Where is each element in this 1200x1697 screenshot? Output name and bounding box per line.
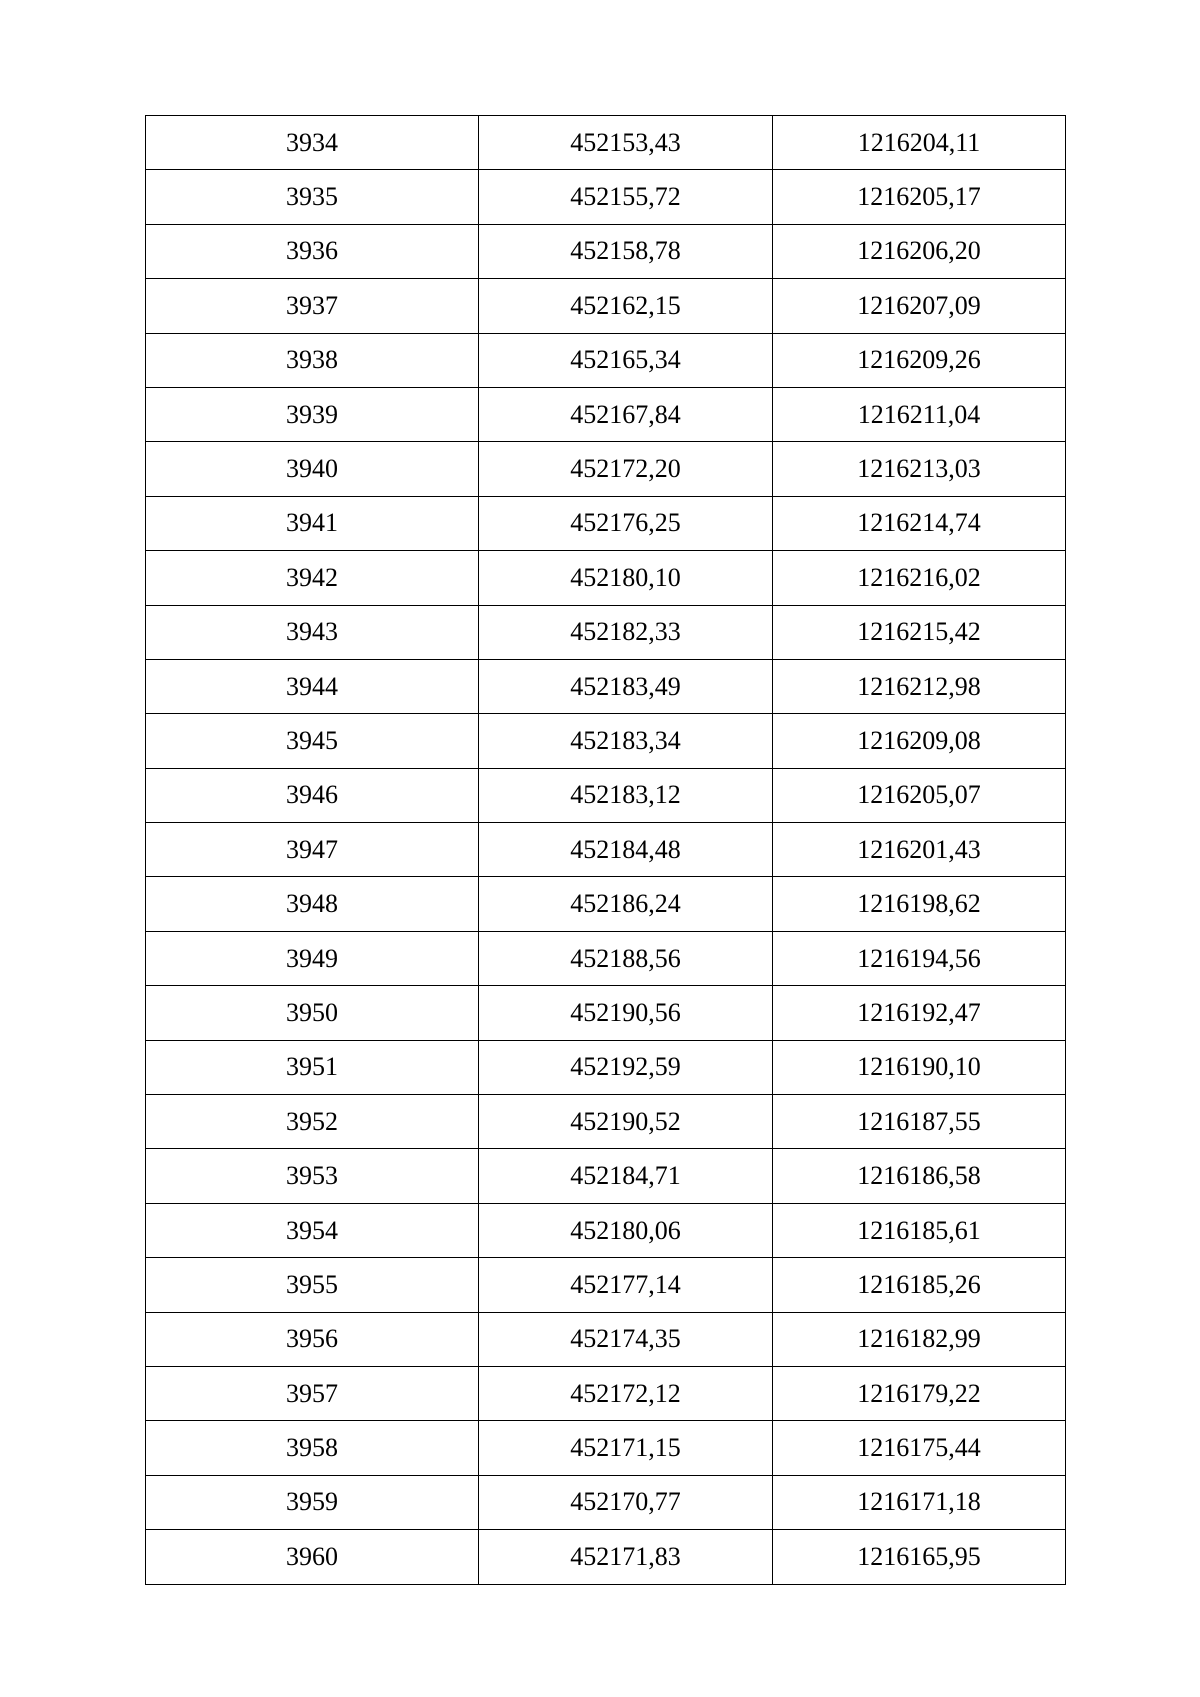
- y-coordinate-cell: 1216214,74: [773, 496, 1066, 550]
- table-row: [146, 496, 1066, 550]
- x-coordinate-cell: 452171,15: [479, 1421, 773, 1475]
- x-coordinate-cell: 452174,35: [479, 1312, 773, 1366]
- y-coordinate-cell: 1216175,44: [773, 1421, 1066, 1475]
- x-coordinate-cell: 452180,10: [479, 551, 773, 605]
- table-row: [146, 931, 1066, 985]
- point-number-cell: 3940: [146, 442, 479, 496]
- y-coordinate-cell: 1216212,98: [773, 659, 1066, 713]
- point-number-cell: 3950: [146, 986, 479, 1040]
- x-coordinate-cell: 452171,83: [479, 1530, 773, 1584]
- table-row: [146, 1040, 1066, 1094]
- x-coordinate-cell: 452183,34: [479, 714, 773, 768]
- table-row: [146, 823, 1066, 877]
- x-coordinate-cell: 452183,49: [479, 659, 773, 713]
- table-row: [146, 170, 1066, 224]
- x-coordinate-cell: 452180,06: [479, 1203, 773, 1257]
- y-coordinate-cell: 1216187,55: [773, 1095, 1066, 1149]
- table-row: [146, 1203, 1066, 1257]
- point-number-cell: 3946: [146, 768, 479, 822]
- point-number-cell: 3954: [146, 1203, 479, 1257]
- point-number-cell: 3949: [146, 931, 479, 985]
- point-number-cell: 3936: [146, 224, 479, 278]
- point-number-cell: 3957: [146, 1366, 479, 1420]
- y-coordinate-cell: 1216211,04: [773, 387, 1066, 441]
- point-number-cell: 3935: [146, 170, 479, 224]
- table-row: [146, 1421, 1066, 1475]
- y-coordinate-cell: 1216185,26: [773, 1258, 1066, 1312]
- x-coordinate-cell: 452158,78: [479, 224, 773, 278]
- y-coordinate-cell: 1216190,10: [773, 1040, 1066, 1094]
- point-number-cell: 3958: [146, 1421, 479, 1475]
- y-coordinate-cell: 1216207,09: [773, 279, 1066, 333]
- y-coordinate-cell: 1216171,18: [773, 1475, 1066, 1529]
- point-number-cell: 3943: [146, 605, 479, 659]
- point-number-cell: 3938: [146, 333, 479, 387]
- x-coordinate-cell: 452182,33: [479, 605, 773, 659]
- y-coordinate-cell: 1216213,03: [773, 442, 1066, 496]
- x-coordinate-cell: 452165,34: [479, 333, 773, 387]
- x-coordinate-cell: 452192,59: [479, 1040, 773, 1094]
- x-coordinate-cell: 452176,25: [479, 496, 773, 550]
- y-coordinate-cell: 1216209,08: [773, 714, 1066, 768]
- table-row: [146, 279, 1066, 333]
- x-coordinate-cell: 452172,12: [479, 1366, 773, 1420]
- table-row: [146, 768, 1066, 822]
- x-coordinate-cell: 452188,56: [479, 931, 773, 985]
- point-number-cell: 3953: [146, 1149, 479, 1203]
- y-coordinate-cell: 1216192,47: [773, 986, 1066, 1040]
- y-coordinate-cell: 1216186,58: [773, 1149, 1066, 1203]
- table-row: [146, 224, 1066, 278]
- x-coordinate-cell: 452167,84: [479, 387, 773, 441]
- y-coordinate-cell: 1216216,02: [773, 551, 1066, 605]
- point-number-cell: 3941: [146, 496, 479, 550]
- table-row: [146, 442, 1066, 496]
- point-number-cell: 3945: [146, 714, 479, 768]
- table-row: [146, 551, 1066, 605]
- table-row: [146, 986, 1066, 1040]
- x-coordinate-cell: 452162,15: [479, 279, 773, 333]
- x-coordinate-cell: 452177,14: [479, 1258, 773, 1312]
- point-number-cell: 3951: [146, 1040, 479, 1094]
- table-row: [146, 1312, 1066, 1366]
- x-coordinate-cell: 452186,24: [479, 877, 773, 931]
- point-number-cell: 3947: [146, 823, 479, 877]
- table-row: [146, 116, 1066, 170]
- table-row: [146, 605, 1066, 659]
- y-coordinate-cell: 1216201,43: [773, 823, 1066, 877]
- x-coordinate-cell: 452170,77: [479, 1475, 773, 1529]
- y-coordinate-cell: 1216179,22: [773, 1366, 1066, 1420]
- table-row: [146, 333, 1066, 387]
- table-row: [146, 1258, 1066, 1312]
- x-coordinate-cell: 452155,72: [479, 170, 773, 224]
- point-number-cell: 3959: [146, 1475, 479, 1529]
- y-coordinate-cell: 1216209,26: [773, 333, 1066, 387]
- y-coordinate-cell: 1216194,56: [773, 931, 1066, 985]
- x-coordinate-cell: 452184,71: [479, 1149, 773, 1203]
- point-number-cell: 3960: [146, 1530, 479, 1584]
- table-row: [146, 1366, 1066, 1420]
- table-row: [146, 714, 1066, 768]
- y-coordinate-cell: 1216206,20: [773, 224, 1066, 278]
- table-row: [146, 877, 1066, 931]
- y-coordinate-cell: 1216204,11: [773, 116, 1066, 170]
- point-number-cell: 3952: [146, 1095, 479, 1149]
- table-row: [146, 1530, 1066, 1584]
- table-row: [146, 1095, 1066, 1149]
- point-number-cell: 3956: [146, 1312, 479, 1366]
- point-number-cell: 3955: [146, 1258, 479, 1312]
- point-number-cell: 3944: [146, 659, 479, 713]
- y-coordinate-cell: 1216205,17: [773, 170, 1066, 224]
- x-coordinate-cell: 452153,43: [479, 116, 773, 170]
- point-number-cell: 3948: [146, 877, 479, 931]
- table-row: [146, 387, 1066, 441]
- y-coordinate-cell: 1216182,99: [773, 1312, 1066, 1366]
- y-coordinate-cell: 1216215,42: [773, 605, 1066, 659]
- x-coordinate-cell: 452190,56: [479, 986, 773, 1040]
- x-coordinate-cell: 452190,52: [479, 1095, 773, 1149]
- x-coordinate-cell: 452184,48: [479, 823, 773, 877]
- y-coordinate-cell: 1216205,07: [773, 768, 1066, 822]
- y-coordinate-cell: 1216198,62: [773, 877, 1066, 931]
- y-coordinate-cell: 1216165,95: [773, 1530, 1066, 1584]
- point-number-cell: 3937: [146, 279, 479, 333]
- table-row: [146, 659, 1066, 713]
- y-coordinate-cell: 1216185,61: [773, 1203, 1066, 1257]
- x-coordinate-cell: 452183,12: [479, 768, 773, 822]
- point-number-cell: 3934: [146, 116, 479, 170]
- table-row: [146, 1149, 1066, 1203]
- point-number-cell: 3939: [146, 387, 479, 441]
- point-number-cell: 3942: [146, 551, 479, 605]
- coordinates-table-body: [146, 116, 1066, 1585]
- x-coordinate-cell: 452172,20: [479, 442, 773, 496]
- table-row: [146, 1475, 1066, 1529]
- coordinates-table: [145, 115, 1066, 1585]
